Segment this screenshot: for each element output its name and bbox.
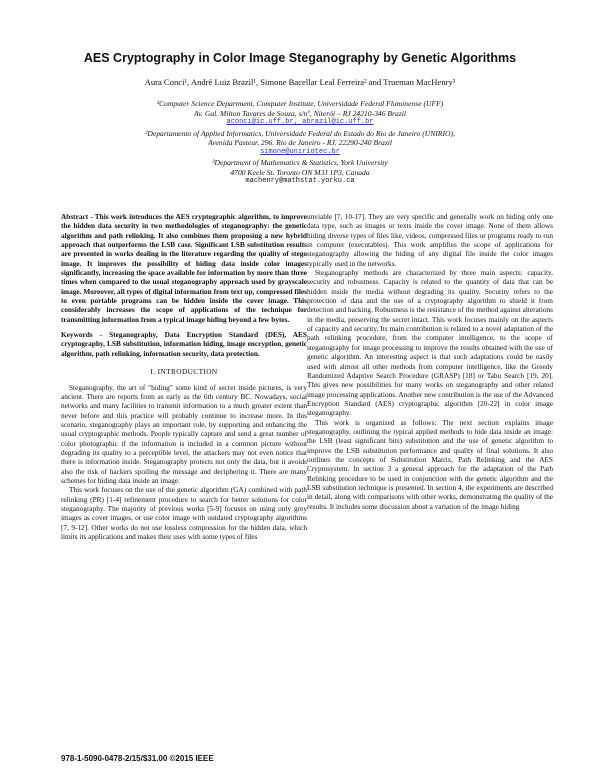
affiliation-block bbox=[60, 158, 540, 187]
left-column bbox=[61, 212, 307, 541]
affiliation-block bbox=[60, 129, 540, 158]
section-heading: I. INTRODUCTION bbox=[150, 367, 218, 377]
body-paragraph: unviable [7, 10-17]. They are very specific and generally work on hiding only one data type, such as images or texts inside the cover image. None of them allows hiding diverse types of files like, videos, compressed files or programs ready to run in computer (executables). This work amplifies the scope of applications for steganography allowing the hiding of any digital file inside the color images typically used in the networks. bbox=[307, 212, 553, 268]
abstract: Abstract - This work introduces the AES cryptographic algorithm, to improve the hidden data security in two methodologies of steganography: the genetic algorithm and path relinking. It also combines them proposing a new hybrid approach that outperforms the LSB case. Significant LSB substitution results are presented in works dealing in the literature regarding the quality of stego image. It improves the possibility of hiding data inside color images significantly, increasing the space available for information by more than three times when compared to the usual steganography approach used by grayscale image. Moreover, all types of digital information from text up, compressed files to even portable programs can be hidden inside the cover image. This considerably increases the scope of applications of the technique for transmitting information from a typical image hiding beyond a few bytes. bbox=[61, 212, 307, 324]
affiliations bbox=[60, 99, 540, 188]
body-paragraph: Steganography, the art of "hiding" some kind of secret inside pictures, is very ancient. There are reports from as early as the 6th century BC. Nowadays, social networks and many facilities to transmit information to a much greater extent than never before and this practice will probably continue to increase more. In this scenario, steganography plays an important role, by supporting and enhancing the usual cryptographic methods. People typically capture and send a great number of color photographic if the information is included in a common picture without degrading its quality to a perceptible level, the attackers may not even notice that there is information inside. Steganography protects not only the data, but it avoids also the risk of hackers spoiling the message and deciphering it. There are many schemes for hiding data inside an image. bbox=[61, 382, 307, 485]
right-column bbox=[307, 212, 553, 511]
copyright-footer: 978-1-5090-0478-2/15/$31.00 ©2015 IEEE bbox=[61, 754, 214, 763]
body-paragraph: Steganography methods are characterized by three main aspects: capacity, security and robustness. Capacity is related to the quantity of data that can be hidden inside the media without degrading its quality. Security refers to the protection of data and the use of a cryptography algorithm to shield it from detection and hacking. Robustness is the resistance of the method against alterations in the media, preserving the secret intact. This work focuses mainly on the aspects of capacity and security. Its main contribution is related to a novel adaptation of the path relinking procedure, from the computer intelligence, to the scope of steganography for image processing to improve the results obtained with the use of genetic algorithm. An interesting aspect is that such adaptations could be easily used with almost all other methods from computer intelligence, like the Greedy Randomized Adaptive Search Procedure (GRASP) [18] or Tabu Search [19, 20]. This gives new possibilities for many works on steganography and other related image processing applications. Another new contribution is the use of the Advanced Encryption Standard (AES) cryptographic algorithm [20-22] in color image steganography. bbox=[307, 268, 554, 418]
affiliation-line: Av. Gal. Milton Tavares de Souza, s/nº, Niterói – RJ 24210-346 Brazil bbox=[194, 108, 406, 118]
keywords: Keywords - Steganography, Data Encryption Standard (DES), AES cryptography, LSB substitution, information hiding, image encryption, genetic algorithm, path relinking, information security, data protection. bbox=[61, 330, 307, 358]
paper-title: AES Cryptography in Color Image Steganography by Genetic Algorithms bbox=[83, 51, 517, 65]
affiliation-line: ¹Computer Science Department, Computer Institute, Universidade Federal Fluminense (UFF) bbox=[156, 99, 444, 108]
affiliation-line: ³Department of Mathematics & Statistics, York University bbox=[212, 158, 388, 167]
body-paragraph: This work is organized as follows: The next section explains image steganography, outlining the typical applied methods to hide data inside an image: the LSB (least significant bits) substitution and the use of genetic algorithm to improve the LSB substitution performance and quality of final solutions. It also outlines the concepts of Substitution Matrix, Path Relinking and the AES Cryptosystem. In section 3 a general approach for the adaptation of the Path Relinking procedure to be used in conjunction with the genetic algorithm and the LSB substitution technique is presented. In section 4, the experiments are described in detail, along with comparisons with other works, demonstrating the quality of the results. It includes some discussion about a variation of the image hiding bbox=[307, 417, 553, 511]
email-text: machenry@mathstat.yorku.ca bbox=[245, 177, 355, 185]
email-link[interactable]: simone@uniriotec.br bbox=[260, 147, 340, 156]
affiliation-block bbox=[60, 99, 540, 128]
email-link[interactable]: aconci@ic.uff.br, abrazil@ic.uff.br bbox=[226, 118, 374, 126]
affiliation-line: ²Departamento of Applied Informatics, Universidade Federal do Estado do Rio de Janeiro (UNIRIO), bbox=[145, 128, 455, 138]
affiliation-line: 4700 Keele St. Toronto ON M3J 1P3, Canada bbox=[230, 167, 370, 177]
body-paragraph: This work focuses on the use of the genetic algorithm (GA) combined with path relinking (PR) [1-4] refinement procedure to search for better solutions for color steganography. The majority of previous works [5-9] focuses on using only grey images as cover images, or use color image with outdated cryptography algorithms [7, 9-12]. Other works do not use lossless compression for the hidden data, which limits its applications and makes their uses with some types of files bbox=[61, 485, 307, 541]
author-list: Aura Conci¹, André Luiz Brazil¹, Simone Bacellar Leal Ferreira² and Trueman MacHenry³ bbox=[144, 77, 456, 87]
affiliation-line: Avenida Pasteur, 296. Rio de Janeiro - RJ. 22290-240 Brazil bbox=[207, 138, 393, 147]
